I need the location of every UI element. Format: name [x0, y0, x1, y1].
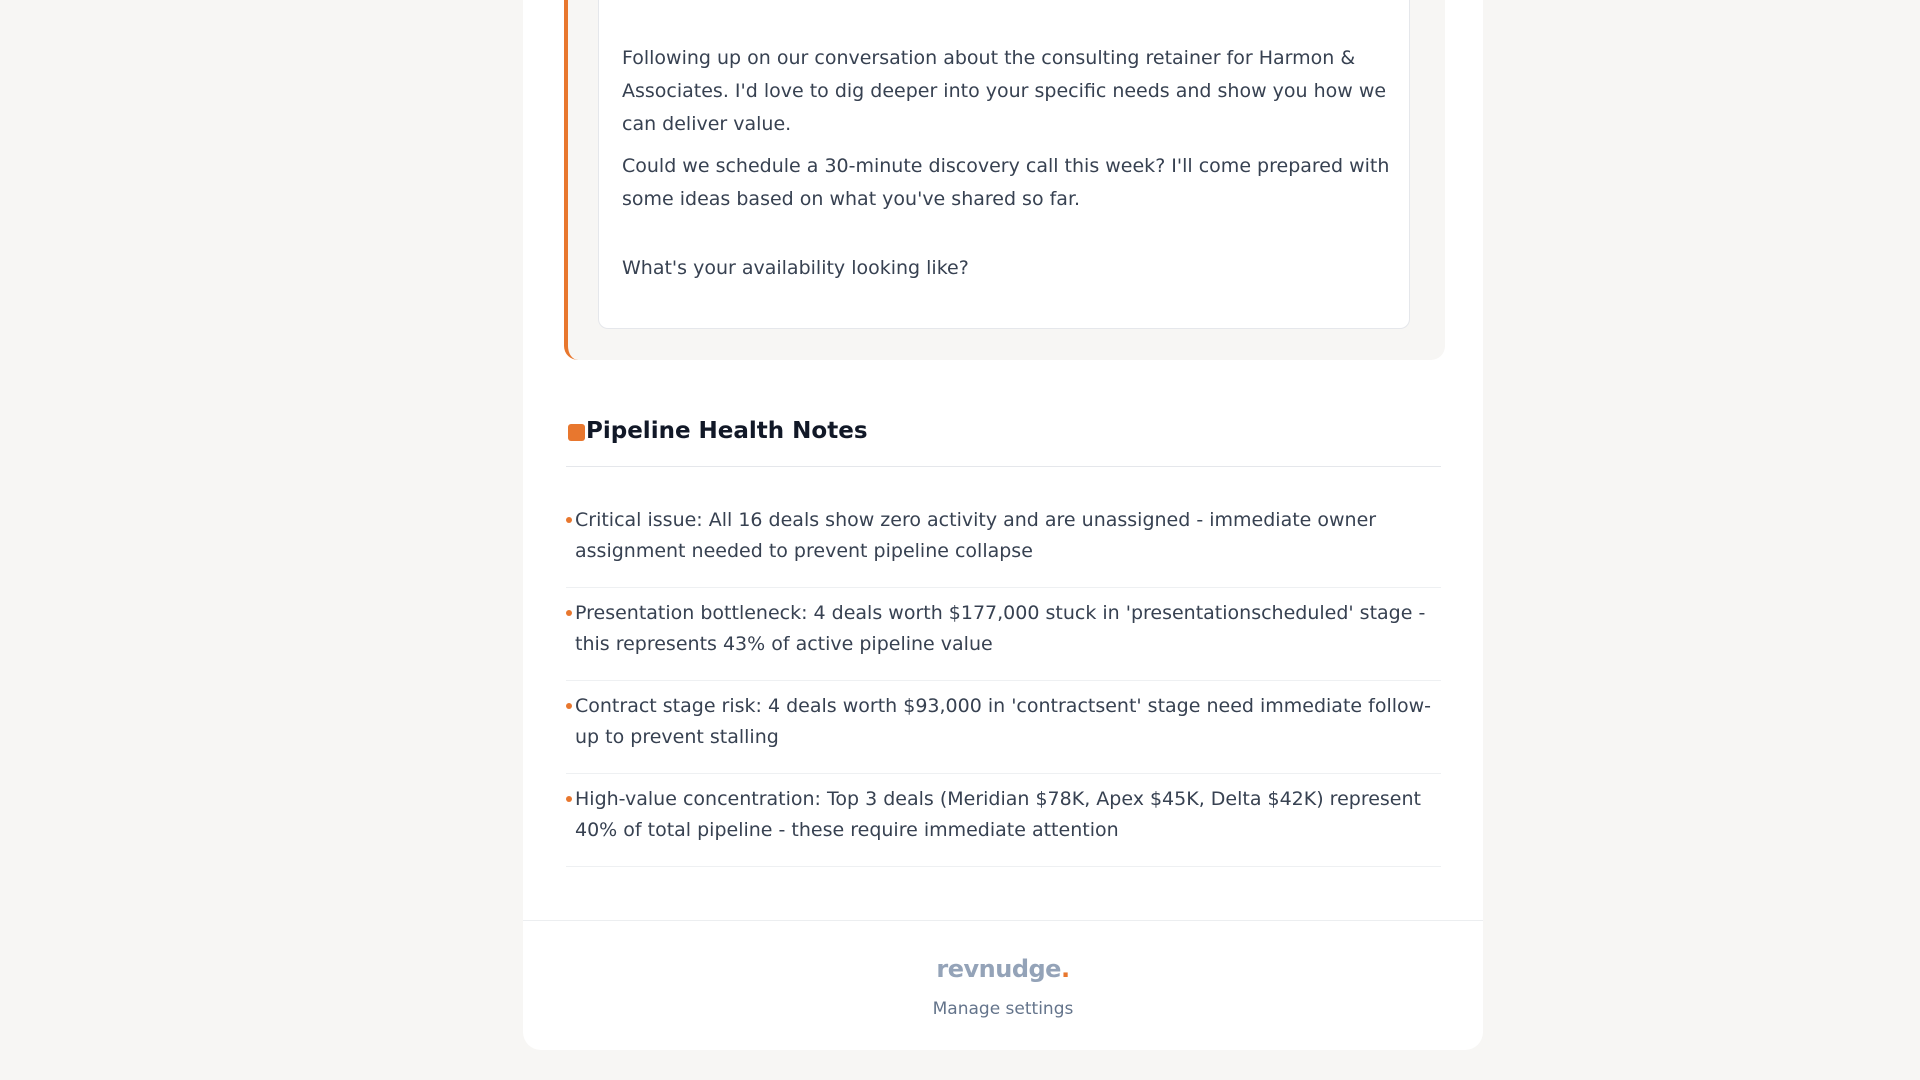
note-text: Contract stage risk: 4 deals worth $93,000 in 'contractsent' stage need immediate follow-up to prevent stalling [575, 695, 1432, 748]
bullet-dot-icon [566, 517, 572, 523]
note-text: Presentation bottleneck: 4 deals worth $177,000 stuck in 'presentationscheduled' stage - this represents 43% of active pipeline value [575, 602, 1426, 655]
list-item [566, 588, 1441, 681]
manage-settings-link[interactable]: Manage settings [932, 999, 1074, 1019]
draft-email-body [598, 0, 1410, 329]
bullet-dot-icon [566, 610, 572, 616]
email-card [523, 0, 1483, 1050]
revnudge-logo [523, 955, 1483, 983]
draft-paragraph: Could we schedule a 30-minute discovery call this week? I'll come prepared with some ideas based on what you've shared so far. [622, 155, 1390, 210]
list-item [566, 774, 1441, 867]
list-item [566, 495, 1441, 588]
note-text: Critical issue: All 16 deals show zero activity and are unassigned - immediate owner assignment needed to prevent pipeline collapse [575, 509, 1377, 562]
draft-paragraph: Following up on our conversation about the consulting retainer for Harmon & Associates. I'd love to dig deeper into your specific needs and show you how we can deliver value. [622, 47, 1387, 135]
square-icon [568, 424, 585, 441]
pipeline-section-header [566, 411, 1441, 467]
draft-paragraph: What's your availability looking like? [622, 257, 969, 279]
list-item [566, 681, 1441, 774]
pipeline-notes-list [566, 495, 1441, 867]
logo-text: revnudge [936, 955, 1061, 983]
note-text: High-value concentration: Top 3 deals (Meridian $78K, Apex $45K, Delta $42K) represent 40% of total pipeline - these require immediate attention [575, 788, 1421, 841]
bullet-dot-icon [566, 703, 572, 709]
draft-email-block [564, 0, 1445, 360]
email-footer [523, 920, 1483, 1051]
section-title: Pipeline Health Notes [586, 418, 868, 444]
logo-dot: . [1060, 955, 1070, 983]
bullet-dot-icon [566, 796, 572, 802]
